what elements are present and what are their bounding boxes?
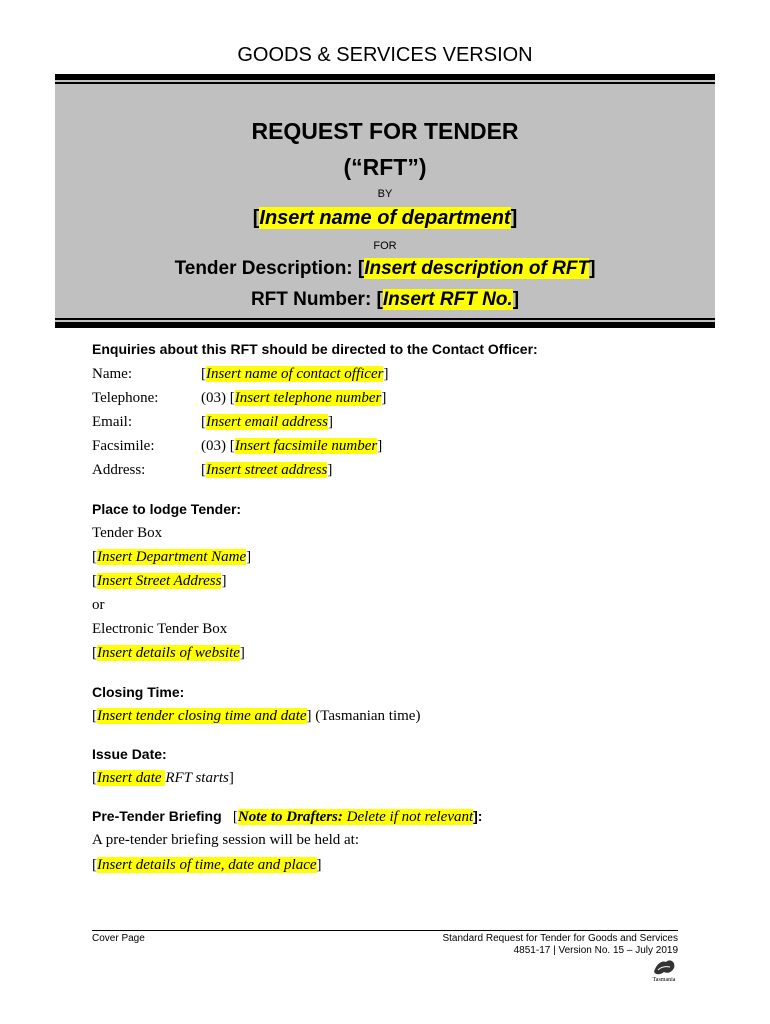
title-banner	[55, 74, 715, 328]
contact-name-placeholder[interactable]: Insert name of contact officer	[206, 366, 384, 382]
suffix: ]	[383, 366, 389, 382]
footer-divider	[92, 930, 678, 931]
note-close: ]:	[473, 808, 483, 824]
contact-value	[201, 462, 332, 479]
address-placeholder[interactable]: Insert street address	[206, 462, 328, 478]
suffix: ]	[327, 462, 333, 478]
suffix: ]	[381, 390, 387, 406]
lodge-street-line: [Insert Street Address]	[92, 573, 227, 589]
contact-label: Name:	[92, 366, 132, 382]
suffix: ]	[327, 414, 333, 430]
contact-value	[201, 438, 382, 455]
issue-heading: Issue Date:	[92, 746, 167, 762]
contact-label: Facsimile:	[92, 438, 155, 454]
lodge-website-line: [Insert details of website]	[92, 645, 245, 661]
document-abbreviation: (“RFT”)	[343, 154, 427, 180]
description-placeholder[interactable]: Insert description of RFT	[364, 258, 590, 279]
for-label: FOR	[373, 240, 397, 252]
website-placeholder[interactable]: Insert details of website	[97, 645, 240, 661]
rft-number-line	[55, 289, 715, 311]
version-title: GOODS & SERVICES VERSION	[237, 44, 533, 66]
prefix: [	[201, 366, 206, 382]
tender-box-text: Tender Box	[92, 525, 163, 541]
contact-heading: Enquiries about this RFT should be directed to the Contact Officer:	[92, 341, 538, 357]
department-name-placeholder[interactable]: Insert Department Name	[97, 549, 247, 565]
briefing-heading-line: Pre-Tender Briefing [Note to Drafters: Delete if not relevant]:	[92, 808, 483, 825]
closing-suffix: ] (Tasmanian time)	[306, 708, 421, 724]
document-title: REQUEST FOR TENDER	[251, 118, 519, 144]
prefix: [	[201, 414, 206, 430]
drafter-note[interactable]	[238, 809, 473, 825]
footer-left-text: Cover Page	[92, 933, 145, 944]
note-bold: Note to Drafters:	[237, 809, 343, 825]
telephone-placeholder[interactable]: Insert telephone number	[234, 390, 382, 406]
note-text: Delete if not relevant	[342, 809, 474, 825]
email-placeholder[interactable]: Insert email address	[206, 414, 328, 430]
street-address-placeholder[interactable]: Insert Street Address	[97, 573, 222, 589]
contact-label: Telephone:	[92, 390, 159, 406]
contact-value	[201, 414, 333, 431]
briefing-details-placeholder[interactable]: Insert details of time, date and place	[97, 857, 317, 873]
closing-time-placeholder[interactable]: Insert tender closing time and date	[97, 708, 307, 724]
or-text: or	[92, 597, 105, 613]
tasmania-logo-icon	[650, 956, 678, 982]
bracket: ]	[512, 289, 520, 310]
prefix: [	[201, 462, 206, 478]
logo-text: Tasmania	[652, 977, 676, 982]
bracket: ]	[510, 207, 518, 229]
issue-date-placeholder[interactable]: Insert date	[97, 770, 166, 786]
briefing-heading: Pre-Tender Briefing	[92, 808, 222, 824]
electronic-tender-box-text: Electronic Tender Box	[92, 621, 228, 637]
prefix: (03) [	[201, 438, 235, 454]
footer-right-text	[442, 933, 678, 957]
rft-number-placeholder[interactable]: Insert RFT No.	[382, 289, 513, 310]
department-placeholder[interactable]: Insert name of department	[259, 207, 511, 229]
issue-suffix: RFT starts	[165, 770, 229, 786]
lodge-heading: Place to lodge Tender:	[92, 501, 242, 517]
description-label: Tender Description: [	[174, 258, 365, 279]
tender-description-line	[55, 258, 715, 280]
footer-version: 4851-17 | Version No. 15 – July 2019	[513, 945, 678, 956]
contact-value	[201, 366, 388, 383]
bracket: ]	[589, 258, 596, 279]
prefix: (03) [	[201, 390, 235, 406]
issue-line: [Insert date RFT starts]	[92, 770, 234, 786]
by-label: BY	[377, 188, 393, 200]
contact-label: Address:	[92, 462, 146, 478]
contact-value	[201, 390, 386, 407]
contact-label: Email:	[92, 414, 132, 430]
briefing-text: A pre-tender briefing session will be held at:	[92, 832, 360, 848]
lodge-dept-line: [Insert Department Name]	[92, 549, 252, 565]
suffix: ]	[377, 438, 383, 454]
facsimile-placeholder[interactable]: Insert facsimile number	[234, 438, 378, 454]
briefing-details-line: [Insert details of time, date and place]	[92, 857, 322, 873]
department-line	[55, 207, 715, 230]
rft-number-label: RFT Number: [	[250, 289, 383, 310]
closing-heading: Closing Time:	[92, 684, 185, 700]
closing-line: [Insert tender closing time and date] (Tasmanian time)	[92, 708, 421, 724]
footer-document-name: Standard Request for Tender for Goods and Services	[442, 933, 678, 944]
bracket: [	[252, 207, 260, 229]
